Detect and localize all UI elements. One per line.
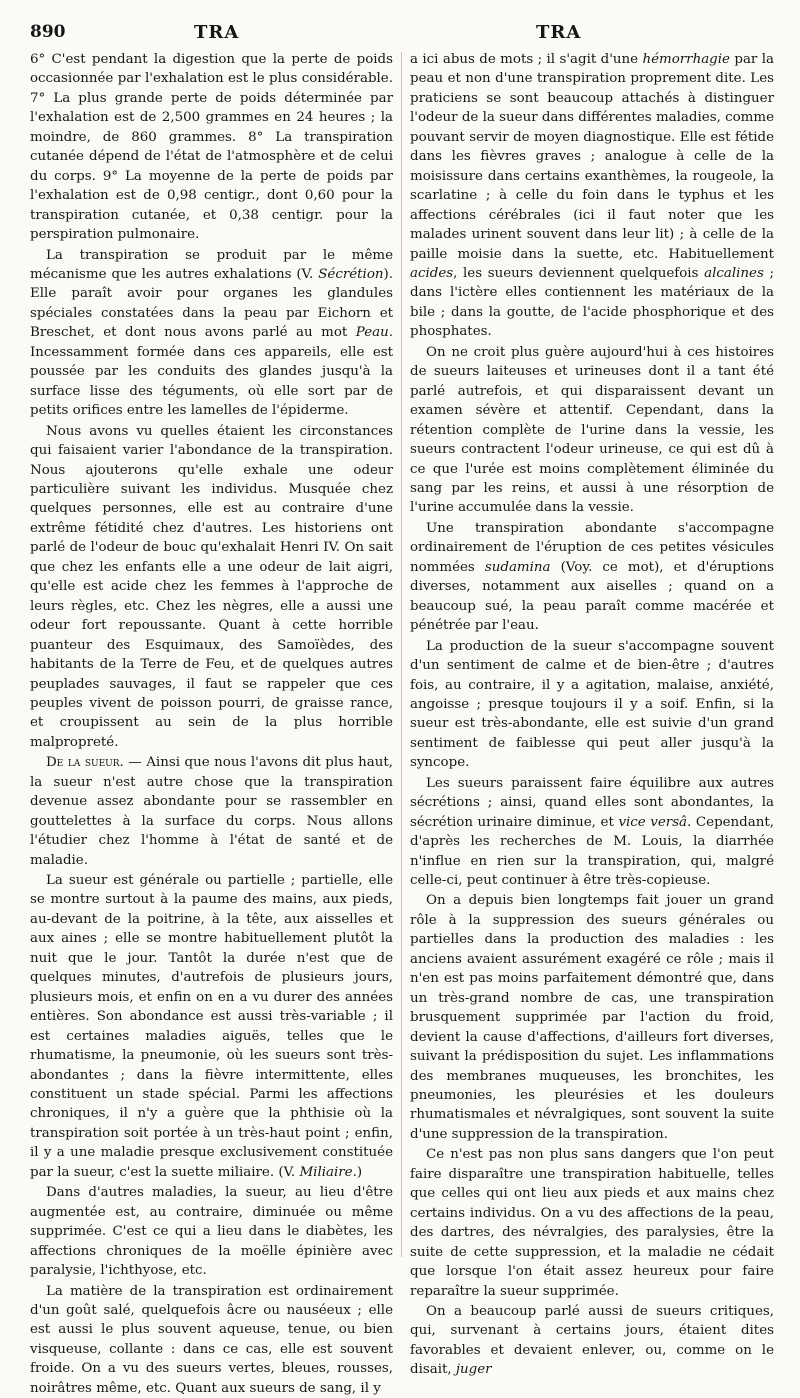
paragraph: a ici abus de mots ; il s'agit d'une hémorrhagie par la peau et non d'une transpiration proprement dite. Les praticiens se sont beaucoup attachés à distinguer l'odeur de la sueur dans différentes maladies, comme pouvant servir de moyen diagnostique. Elle est fétide dans les fièvres graves ; analogue à celle de la moisissure dans certains exanthèmes, la rougeole, la scarlatine ; à celle du foin dans le typhus et les affections cérébrales (ici il faut noter que les malades urinent souvent dans leur lit) ; à celle de la paille moisie dans la suette, etc. Habituellement acides, les sueurs deviennent quelquefois alcalines ; dans l'ictère elles contiennent les matériaux de la bile ; dans la goutte, de l'acide phosphorique et des phosphates. — [410, 52, 774, 340]
paragraph: 6° C'est pendant la digestion que la perte de poids occasionnée par l'exhalation est le plus considérable. 7° La plus grande perte de poids déterminée par l'exhalation est de 2,500 grammes en 24 heures ; la moindre, de 860 grammes. 8° La transpiration cutanée dépend de l'état de l'atmosphère et de celui du corps. 9° La moyenne de la perte de poids par l'exhalation est de 0,98 centigr., dont 0,60 pour la transpiration cutanée, et 0,38 centigr. pour la perspiration pulmonaire. — [30, 52, 393, 243]
left-column — [30, 50, 393, 1396]
paragraph: La production de la sueur s'accompagne souvent d'un sentiment de calme et de bien-être ; d'autres fois, au contraire, il y a agitation, malaise, anxiété, angoisse ; presque toujours il y a soif. Enfin, si la sueur est très-abondante, elle est suivie d'un grand sentiment de faiblesse qui peut aller jusqu'à la syncope. — [410, 638, 774, 771]
section-heading: De la sueur. — [46, 755, 124, 771]
emphasis: vice versâ — [618, 814, 688, 830]
right-column — [410, 50, 775, 1378]
paragraph: La transpiration se produit par le même mécanisme que les autres exhalations (V. Sécrétion). Elle paraît avoir pour organes les glandules spéciales constatées dans la peau par Eichorn et Breschet, et dont nous avons parlé au mot Peau. Incessamment formée dans ces appareils, elle est poussée par les conduits des glandes jusqu'à la surface lisse des téguments, où elle sort par de petits orifices entre les lamelles de l'épiderme. — [30, 247, 393, 419]
running-head-left: TRA — [194, 22, 240, 43]
emphasis: hémorrhagie — [642, 52, 730, 67]
page-number: 890 — [30, 22, 66, 42]
cross-reference: Miliaire — [299, 1164, 353, 1180]
running-head-right: TRA — [536, 22, 582, 43]
emphasis: alcalines — [704, 265, 764, 281]
emphasis: acides — [410, 265, 454, 281]
column-divider — [401, 52, 402, 1257]
paragraph: La sueur est générale ou partielle ; partielle, elle se montre surtout à la paume des mains, aux pieds, au-devant de la poitrine, à la tête, aux aisselles et aux aines ; elle se montre habituellement plutôt la nuit que le jour. Tantôt la durée n'est que de quelques minutes, d'autrefois de plusieurs jours, plusieurs mois, et enfin on en a vu durer des années entières. Son abondance est aussi très-variable ; il est certaines maladies aiguës, telles que le rhumatisme, la pneumonie, où les sueurs sont très-abondantes ; dans la fièvre intermittente, elles constituent un stade spécial. Parmi les affections chroniques, il n'y a guère que la phthisie où la transpiration soit portée à un très-haut point ; enfin, il y a une maladie presque exclusivement constituée par la sueur, c'est la suette miliaire. (V. Miliaire.) — [30, 873, 393, 1180]
paragraph: Les sueurs paraissent faire équilibre aux autres sécrétions ; ainsi, quand elles sont abondantes, la sécrétion urinaire diminue, et vice versâ. Cependant, d'après les recherches de M. Louis, la diarrhée n'influe en rien sur la transpiration, qui, malgré celle-ci, peut continuer à être très-copieuse. — [410, 775, 775, 889]
paragraph: La matière de la transpiration est ordinairement d'un goût salé, quelquefois âcre ou nauséeux ; elle est aussi le plus souvent aqueuse, tenue, ou bien visqueuse, collante : dans ce cas, elle est souvent froide. On a vu des sueurs vertes, bleues, rousses, noirâtres même, etc. Quant aux sueurs de sang, il y — [30, 1283, 393, 1396]
page-header — [0, 20, 800, 50]
paragraph: De la sueur. — Ainsi que nous l'avons dit plus haut, la sueur n'est autre chose que la transpiration devenue assez abondante pour se rassembler en gouttelettes à la surface du corps. Nous allons l'étudier chez l'homme à l'état de santé et de maladie. — [30, 755, 393, 868]
emphasis: sudamina — [484, 559, 551, 575]
paragraph: Nous avons vu quelles étaient les circonstances qui faisaient varier l'abondance de la transpiration. Nous ajouterons qu'elle exhale une odeur particulière suivant les individus. Musquée chez quelques personnes, elle est au contraire d'une extrême fétidité chez d'autres. Les historiens ont parlé de l'odeur de bouc qu'exhalait Henri IV. On sait que chez les enfants elle a une odeur de lait aigri, qu'elle est acide chez les femmes à l'approche de leurs règles, etc. Chez les nègres, elle a aussi une odeur fort repoussante. Quant à cette horrible puanteur des Esquimaux, des Samoïèdes, des habitants de la Terre de Feu, et de quelques autres peuplades sauvages, il faut se rappeler que ces peuples vivent de poisson pourri, de graisse rance, et croupissent au sein de la plus horrible malpropreté. — [30, 423, 393, 750]
paragraph: On ne croit plus guère aujourd'hui à ces histoires de sueurs laiteuses et urineuses dont il a tant été parlé autrefois, et qui disparaissent devant un examen sévère et attentif. Cependant, dans la rétention complète de l'urine dans la vessie, les sueurs contractent l'odeur urineuse, ce qui est dû à ce que l'urée est moins complètement éliminée du sang par les reins, et aussi à une résorption de l'urine accumulée dans la vessie. — [410, 344, 774, 516]
cross-reference: Sécrétion — [318, 266, 384, 282]
paragraph: On a depuis bien longtemps fait jouer un grand rôle à la suppression des sueurs générales ou partielles dans la production des maladies : les anciens avaient assurément exagéré ce rôle ; mais il n'en est pas moins parfaitement démontré que, dans un très-grand nombre de cas, une transpiration brusquement supprimée par l'action du froid, devient la cause d'affections, d'ailleurs fort diverses, suivant la prédisposition du sujet. Les inflammations des membranes muqueuses, les bronchites, les pneumonies, les pleurésies et les douleurs rhumatismales et névralgiques, sont souvent la suite d'une suppression de la transpiration. — [410, 893, 774, 1142]
cross-reference: Peau — [355, 325, 389, 341]
paragraph: On a beaucoup parlé aussi de sueurs critiques, qui, survenant à certains jours, étaient dites favorables et devaient enlever, ou, comme on le disait, juger — [410, 1304, 774, 1378]
paragraph: Dans d'autres maladies, la sueur, au lieu d'être augmentée est, au contraire, diminuée ou même supprimée. C'est ce qui a lieu dans le diabètes, les affections chroniques de la moëlle épinière avec paralysie, l'ichthyose, etc. — [30, 1185, 393, 1279]
paragraph: Une transpiration abondante s'accompagne ordinairement de l'éruption de ces petites vésicules nommées sudamina (Voy. ce mot), et d'éruptions diverses, notamment aux aiselles ; quand on a beaucoup sué, la peau paraît comme macérée et pénétrée par l'eau. — [410, 520, 774, 634]
emphasis: juger — [455, 1362, 492, 1378]
paragraph: Ce n'est pas non plus sans dangers que l'on peut faire disparaître une transpiration habituelle, telles que celles qui ont lieu aux pieds et aux mains chez certains individus. On a vu des affections de la peau, des dartres, des névralgies, des paralysies, être la suite de cette suppression, et la maladie ne cédait que lorsque l'on était assez heureux pour faire reparaître la sueur supprimée. — [410, 1147, 774, 1299]
